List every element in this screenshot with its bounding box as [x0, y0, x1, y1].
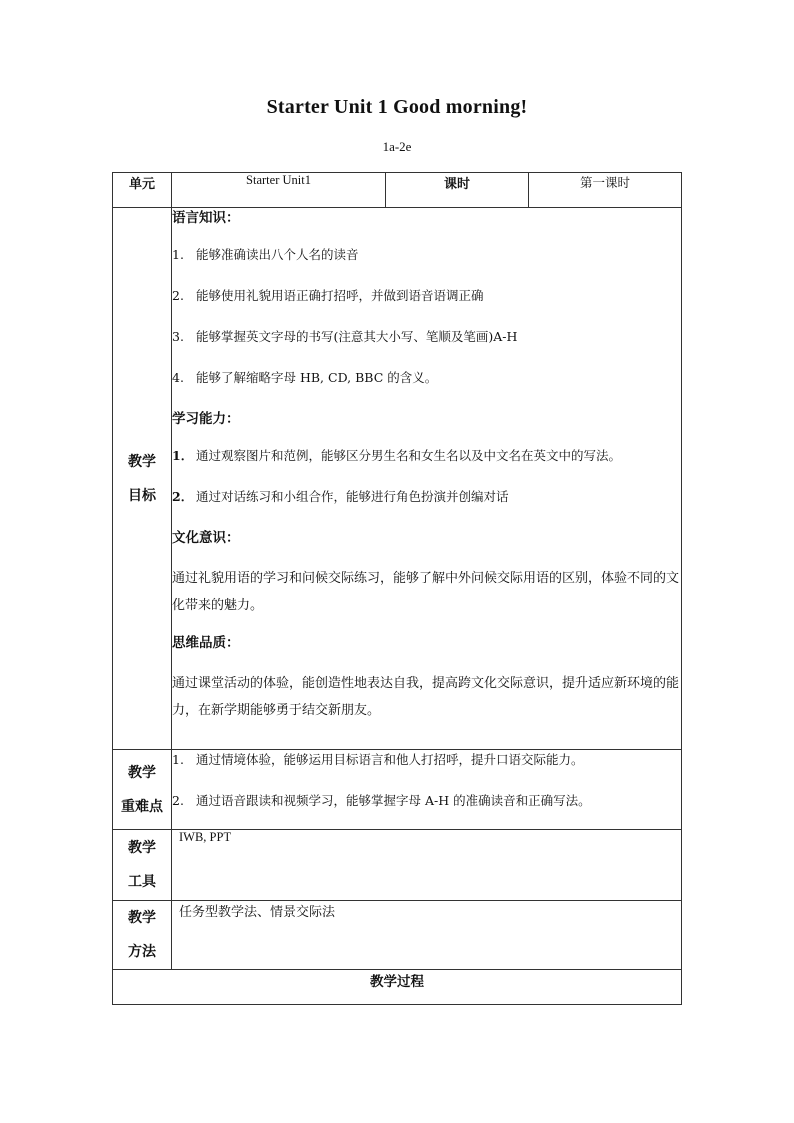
methods-label-line1: 教学	[128, 910, 156, 926]
list-item: 1. 能够准确读出八个人名的读音	[172, 247, 359, 262]
methods-row	[113, 901, 682, 970]
tools-label-line2: 工具	[128, 874, 156, 890]
key-points-content	[172, 750, 682, 830]
list-item: 4. 能够了解缩略字母 HB, CD, BBC 的含义。	[172, 370, 438, 385]
key-points-label-line2: 重难点	[121, 798, 163, 815]
list-item: 2. 能够使用礼貌用语正确打招呼，并做到语音语调正确	[172, 288, 484, 303]
methods-value: 任务型教学法、情景交际法	[172, 901, 682, 970]
objectives-label-line2: 目标	[128, 487, 156, 504]
unit-label: 单元	[113, 173, 172, 208]
section-heading-thinking: 思维品质：	[172, 635, 240, 651]
list-item: 1． 通过观察图片和范例，能够区分男生名和女生名以及中文名在英文中的写法。	[172, 448, 622, 463]
list-item: 2． 通过对话练习和小组合作，能够进行角色扮演并创编对话	[172, 489, 509, 504]
tools-row	[113, 830, 682, 901]
header-row	[113, 173, 682, 208]
objectives-label-line1: 教学	[128, 453, 156, 470]
list-item: 2. 通过语音跟读和视频学习，能够掌握字母 A-H 的准确读音和正确写法。	[172, 793, 591, 808]
key-points-label-line1: 教学	[128, 764, 156, 781]
list-item: 1. 通过情境体验，能够运用目标语言和他人打招呼，提升口语交际能力。	[172, 752, 584, 767]
key-points-row	[113, 750, 682, 830]
objectives-label	[113, 208, 172, 750]
document-subtitle: 1a-2e	[382, 139, 412, 154]
process-row	[113, 970, 682, 1005]
list-item: 3. 能够掌握英文字母的书写(注意其大小写、笔顺及笔画)A-H	[172, 329, 518, 344]
tools-label-line1: 教学	[128, 840, 156, 856]
unit-value: Starter Unit1	[172, 173, 386, 208]
tools-label	[113, 830, 172, 901]
section-heading-learning: 学习能力：	[172, 411, 240, 427]
objectives-row	[113, 208, 682, 750]
culture-paragraph: 通过礼貌用语的学习和问候交际练习，能够了解中外问候交际用语的区别，体验不同的文化带来的魅力。	[172, 571, 680, 613]
lesson-plan-table	[112, 172, 682, 1005]
methods-label-line2: 方法	[128, 944, 156, 960]
section-heading-culture: 文化意识：	[172, 530, 240, 546]
objectives-content	[172, 208, 682, 750]
tools-value: IWB, PPT	[172, 830, 682, 901]
document-title: Starter Unit 1 Good morning!	[266, 96, 528, 118]
section-heading-language: 语言知识：	[172, 210, 240, 226]
period-value: 第一课时	[529, 173, 682, 208]
thinking-paragraph: 通过课堂活动的体验，能创造性地表达自我，提高跨文化交际意识，提升适应新环境的能力，在新学期能够勇于结交新朋友。	[172, 676, 680, 718]
process-label: 教学过程	[113, 970, 682, 1005]
methods-label	[113, 901, 172, 970]
period-label: 课时	[386, 173, 529, 208]
key-points-label	[113, 750, 172, 830]
